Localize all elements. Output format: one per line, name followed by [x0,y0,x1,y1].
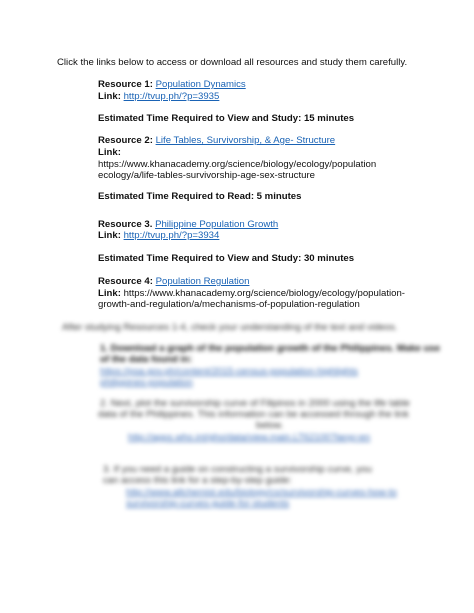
item-3-line-1: 3. If you need a guide on constructing a survivorship curve, you [103,464,372,475]
item-3-line-2: can access this link for a step-by-step guide: [103,475,292,486]
resource-1-link-label: Link: [98,91,124,102]
resource-4-title-link[interactable]: Population Regulation [155,276,250,287]
resource-1-url[interactable]: http://tvup.ph/?p=3935 [123,91,220,102]
item-1-url-2-link[interactable]: philippines-population [100,377,193,388]
resource-3-link-label: Link: [98,230,124,241]
check-understanding-text: After studying Resources 1-4, check your understanding of the text and videos. [62,322,398,333]
item-3-url-1-link[interactable]: http://www.allchemist.edu/biology/cs/survivorship-curves-how-to [126,487,397,498]
item-2-url [128,432,370,444]
resource-2-url-line-1: https://www.khanacademy.org/science/biology/ecology/population [98,159,377,170]
item-2-line-2: data of the Philippines. This information can be accessed through the link [98,409,409,420]
resource-4-url-line-2: growth-and-regulation/a/mechanisms-of-population-regulation [98,299,360,310]
resource-4-prefix: Resource 4: [98,276,156,287]
resource-1-prefix: Resource 1: [98,79,156,90]
item-3-url-2 [126,498,289,510]
resource-1-time [98,113,354,125]
resource-3-prefix: Resource 3. [98,219,156,230]
resource-2-time [98,191,301,203]
resource-3-url[interactable]: http://tvup.ph/?p=3934 [123,230,220,241]
resource-2-title-link[interactable]: Life Tables, Survivorship, & Age- Structure [155,135,336,146]
resource-2-link-label-text: Link: [98,147,121,158]
item-2-line-1: 2. Next, plot the survivorship curve of Filipinos in 2000 using the life table [100,398,410,409]
item-1-line-2: of the data found in: [100,354,193,365]
resource-3-title-link[interactable]: Philippine Population Growth [155,219,279,230]
resource-1-link-line [98,91,219,103]
resource-2-url-line-2: ecology/a/life-tables-survivorship-age-sex-structure [98,170,316,181]
item-2-url-link[interactable]: http://apps.who.int/gho/data/view.main.LT62100?lang=en [128,432,371,443]
resource-2-time-text: Estimated Time Required to Read: 5 minutes [98,191,302,202]
resource-2-link-label [98,147,121,159]
resource-2-heading [98,135,335,147]
resource-3-time-text: Estimated Time Required to View and Study: 30 minutes [98,253,355,264]
resource-4-link-label: Link: [98,288,121,299]
item-1-url-2 [100,377,193,389]
intro-text: Click the links below to access or download all resources and study them carefully. [57,57,408,68]
resource-2-prefix: Resource 2: [98,135,156,146]
item-1-url-1-link[interactable]: https://psa.gov.ph/content/2015-census-population-highlights [100,366,358,377]
item-3-url-2-link[interactable]: survivorship-curves-guide-for-students [126,498,290,509]
resource-1-time-text: Estimated Time Required to View and Study: 15 minutes [98,113,355,124]
item-1-line-1: 1. Download a graph of the population growth of the Philippines. Make use [100,343,441,354]
resource-3-time [98,253,354,265]
resource-4-heading [98,276,249,288]
resource-1-title-link[interactable]: Population Dynamics [155,79,246,90]
resource-4-url-inline: https://www.khanacademy.org/science/biology/ecology/population- [120,288,405,299]
resource-1-heading [98,79,246,91]
resource-3-link-line [98,230,219,242]
item-2-line-3: below. [256,420,284,431]
